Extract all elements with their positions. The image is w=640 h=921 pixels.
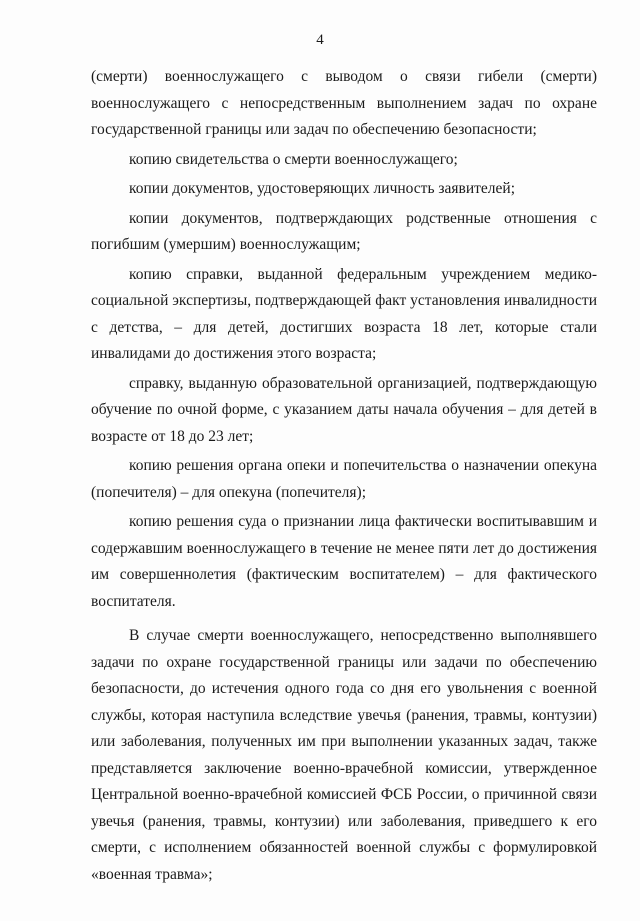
paragraph-identity-documents: копии документов, удостоверяющих личность заявителей; [129,180,516,197]
paragraph-court-decision: копию решения суда о признании лица фактически воспитывавшим и содержавшим военнослужащего в течение не менее пяти лет до достижения им совершеннолетия (фактическим воспитателем) – для фактического воспитателя. [91,513,597,610]
document-body [91,64,597,888]
paragraph-death-report-continued: (смерти) военнослужащего с выводом о связи гибели (смерти) военнослужащего с непосредственным выполнением задач по охране государственной границы или задач по обеспечению безопасности; [91,68,597,138]
paragraph-guardianship-decision: копию решения органа опеки и попечительства о назначении опекуна (попечителя) – для опекуна (попечителя); [91,457,597,501]
paragraph-disability-certificate: копию справки, выданной федеральным учреждением медико-социальной экспертизы, подтверждающей факт установления инвалидности с детства, – для детей, достигших возраста 18 лет, которые стали инвалидами до достижения этого возраста; [91,265,597,362]
paragraph-kinship-documents: копии документов, подтверждающих родственные отношения с погибшим (умершим) военнослужащим; [91,209,597,253]
paragraph-education-certificate: справку, выданную образовательной организацией, подтверждающую обучение по очной форме, с указанием даты начала обучения – для детей в возрасте от 18 до 23 лет; [91,374,597,445]
page-number: 4 [316,32,324,48]
paragraph-death-certificate: копию свидетельства о смерти военнослужащего; [129,150,458,168]
paragraph-military-commission: В случае смерти военнослужащего, непосредственно выполнявшего задачи по охране государственной границы или задачи по обеспечению безопасности, до истечения одного года со дня его увольнения с военной службы, которая наступила вследствие увечья (ранения, травмы, контузии) или заболевания, полученных им при выполнении указанных задач, также представляется заключение военно-врачебной комиссии, утвержденное Центральной военно-врачебной комиссией ФСБ России, о причинной связи увечья (ранения, травмы, контузии) или заболевания, приведшего к его смерти, с исполнением обязанностей военной службы с формулировкой «военная травма»; [91,627,597,883]
